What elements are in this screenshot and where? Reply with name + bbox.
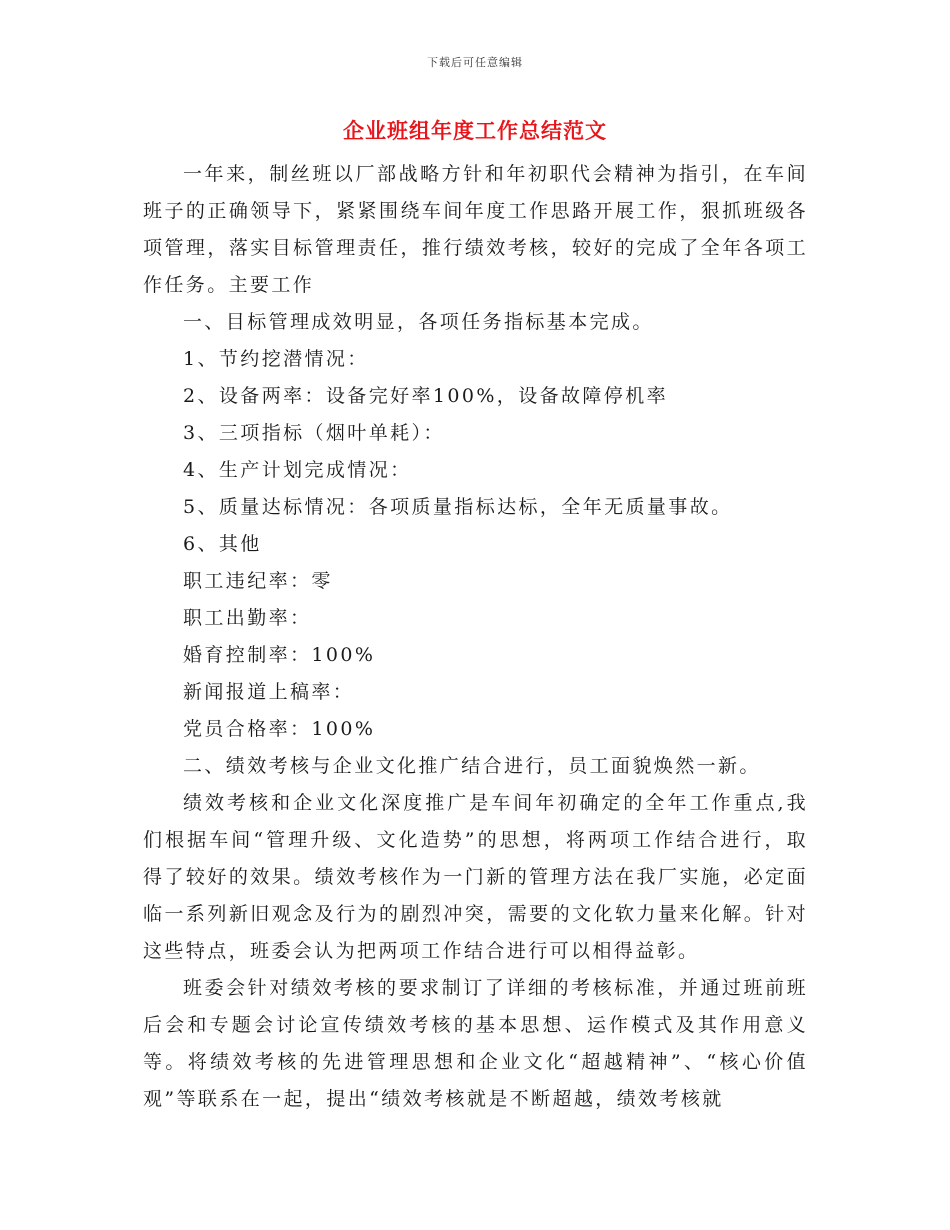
list-item: 2、设备两率：设备完好率100%，设备故障停机率 [183,385,669,407]
list-item: 6、其他 [183,533,262,555]
sub-list-item: 党员合格率：100% [183,718,376,740]
list-item: 3、三项指标（烟叶单耗）： [183,422,445,444]
document-title: 企业班组年度工作总结范文 [343,118,607,143]
list-item: 5、质量达标情况：各项质量指标达标，全年无质量事故。 [183,496,733,518]
list-item: 4、生产计划完成情况： [183,459,412,481]
intro-paragraph: 一年来，制丝班以厂部战略方针和年初职代会精神为指引，在车间班子的正确领导下，紧紧围绕车间年度工作思路开展工作，狠抓班级各项管理，落实目标管理责任，推行绩效考核，较好的完成了全年各项工作任务。主要工作 [143,163,808,296]
sub-list-item: 新闻报道上稿率： [183,681,355,703]
document-body [143,156,808,1118]
sub-list-item: 婚育控制率：100% [183,644,376,666]
committee-paragraph: 班委会针对绩效考核的要求制订了详细的考核标准，并通过班前班后会和专题会讨论宣传绩效考核的基本思想、运作模式及其作用意义等。将绩效考核的先进管理思想和企业文化“超越精神”、“核心价值观”等联系在一起，提出“绩效考核就是不断超越，绩效考核就 [143,977,808,1110]
performance-paragraph: 绩效考核和企业文化深度推广是车间年初确定的全年工作重点,我们根据车间“管理升级、文化造势”的思想，将两项工作结合进行，取得了较好的效果。绩效考核作为一门新的管理方法在我厂实施，必定面临一系列新旧观念及行为的剧烈冲突，需要的文化软力量来化解。针对这些特点，班委会认为把两项工作结合进行可以相得益彰。 [143,792,808,962]
page-header-note: 下载后可任意编辑 [427,56,523,69]
sub-list-item: 职工出勤率： [183,607,312,629]
section-heading-1: 一、目标管理成效明显，各项任务指标基本完成。 [183,311,654,333]
sub-list-item: 职工违纪率：零 [183,570,333,592]
list-item: 1、节约挖潜情况： [183,348,369,370]
section-heading-2: 二、绩效考核与企业文化推广结合进行，员工面貌焕然一新。 [183,755,761,777]
